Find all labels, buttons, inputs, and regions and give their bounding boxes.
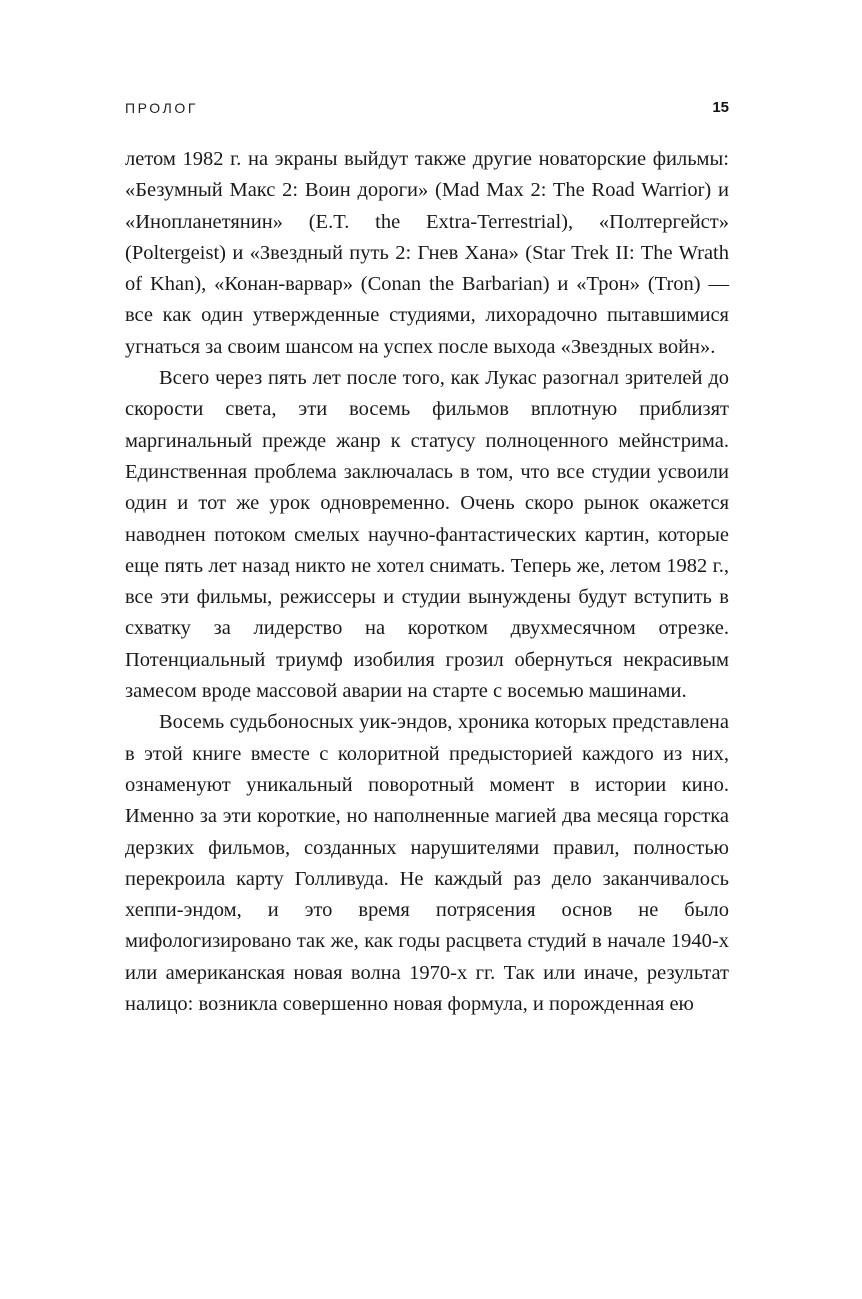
- page-number: 15: [712, 99, 729, 116]
- paragraph-1: летом 1982 г. на экраны выйдут также другие новаторские фильмы: «Безумный Макс 2: Воин дороги» (Mad Max 2: The Road Warrior) и «Инопланетянин» (E.T. the Extra-Terrestrial), «Полтергейст» (Poltergeist) и «Звездный путь 2: Гнев Хана» (Star Trek II: The Wrath of Khan), «Конан-варвар» (Conan the Barbarian) и «Трон» (Tron) — все как один утвержденные студиями, лихорадочно пытавшимися угнаться за своим шансом на успех после выхода «Звездных войн».: [125, 148, 729, 358]
- body-text: [125, 144, 729, 1020]
- paragraph-2: Всего через пять лет после того, как Лукас разогнал зрителей до скорости света, эти восемь фильмов вплотную приблизят маргинальный прежде жанр к статусу полноценного мейнстрима. Единственная проблема заключалась в том, что все студии усвоили один и тот же урок одновременно. Очень скоро рынок окажется наводнен потоком смелых научно-фантастических картин, которые еще пять лет назад никто не хотел снимать. Теперь же, летом 1982 г., все эти фильмы, режиссеры и студии вынуждены будут вступить в схватку за лидерство на коротком двухмесячном отрезке. Потенциальный триумф изобилия грозил обернуться некрасивым замесом вроде массовой аварии на старте с восемью машинами.: [125, 367, 729, 703]
- running-head: [125, 96, 729, 120]
- paragraph-3: Восемь судьбоносных уик-эндов, хроника которых представлена в этой книге вместе с колоритной предысторией каждого из них, ознаменуют уникальный поворотный момент в истории кино. Именно за эти короткие, но наполненные магией два месяца горстка дерзких фильмов, созданных нарушителями правил, полностью перекроила карту Голливуда. Не каждый раз дело заканчивалось хеппи-эндом, и это время потрясения основ не было мифологизировано так же, как годы расцвета студий в начале 1940-х или американская новая волна 1970-х гг. Так или иначе, результат налицо: возникла совершенно новая формула, и порожденная ею: [125, 711, 729, 1016]
- section-title: ПРОЛОГ: [125, 100, 199, 116]
